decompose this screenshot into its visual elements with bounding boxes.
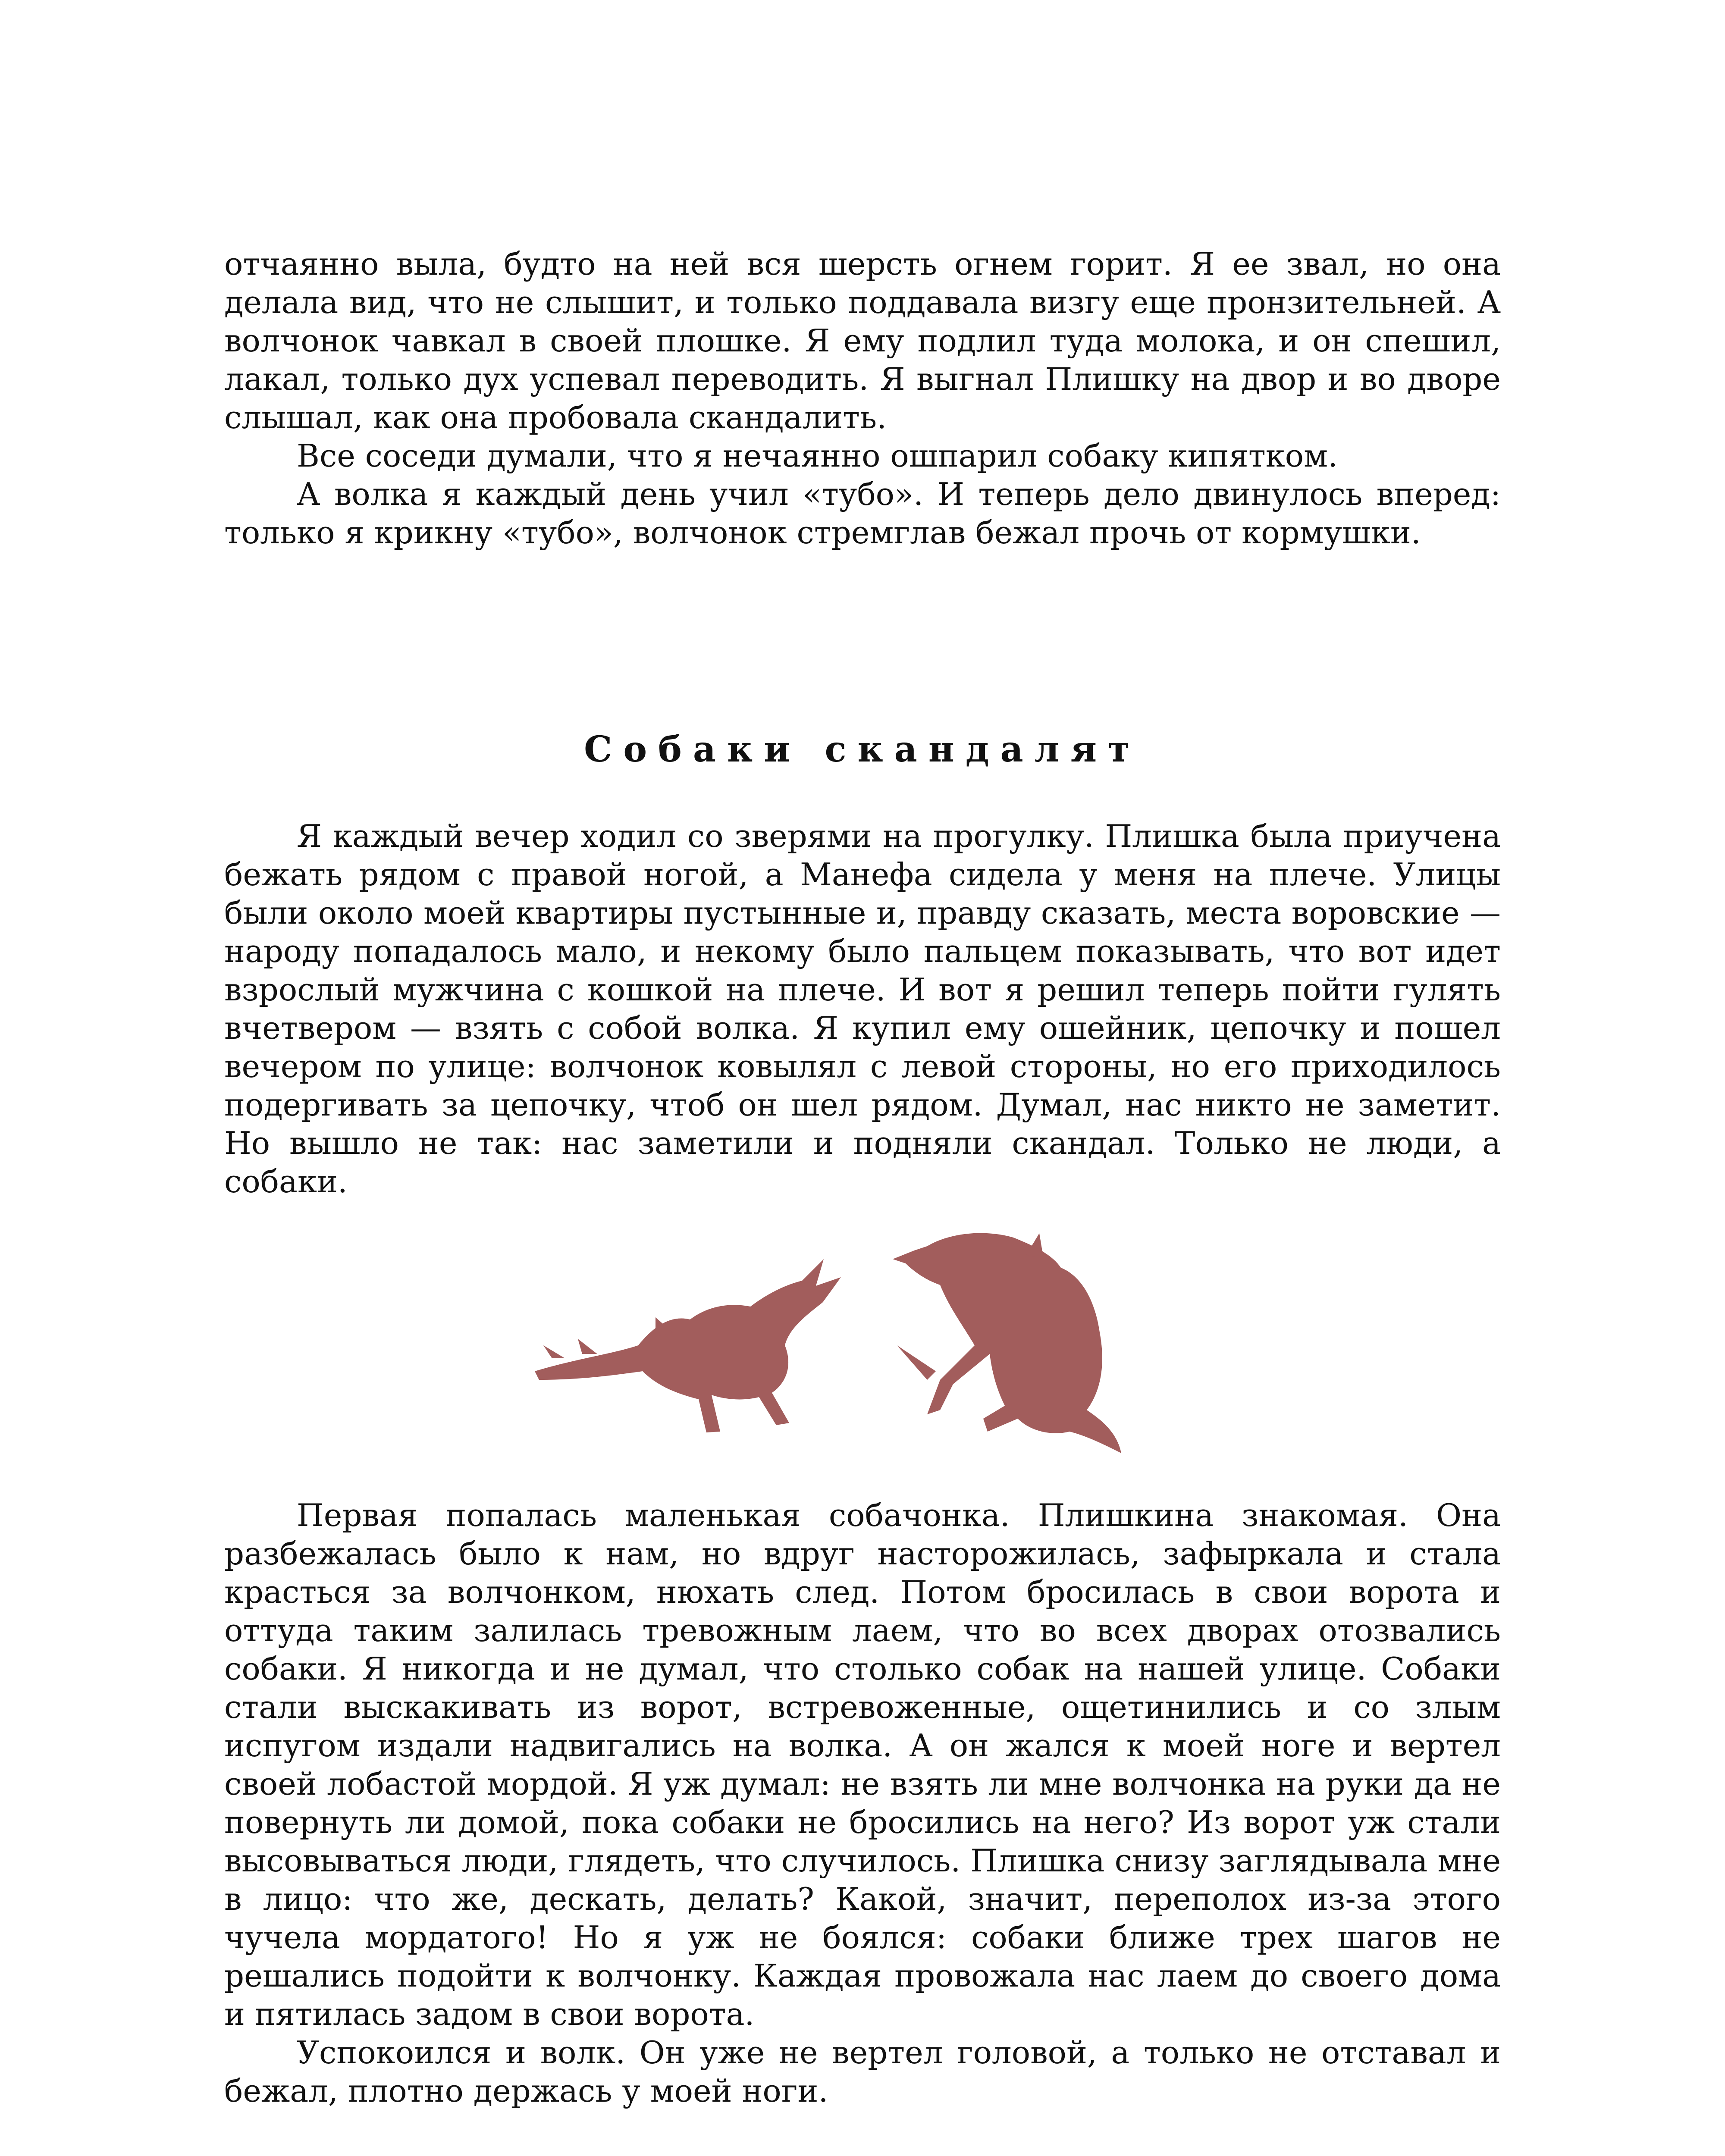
- dog-and-wolf-illustration: [526, 1229, 1216, 1470]
- small-dog-figure: [535, 1259, 841, 1432]
- paragraph: А волка я каждый день учил «тубо». И теперь дело двинулось вперед: только я крикну «тубо», волчонок стремглав бежал прочь от кормушки.: [224, 476, 1501, 551]
- wolf-figure: [893, 1233, 1121, 1453]
- text-block-top: [224, 245, 1501, 552]
- paragraph: Успокоился и волк. Он уже не вертел головой, а только не отставал и бежал, плотно держась у моей ноги.: [224, 2034, 1501, 2109]
- text-block-bottom: [224, 1496, 1501, 2110]
- text-block-middle: [224, 817, 1501, 1201]
- paragraph: Первая попалась маленькая собачонка. Плишкина знакомая. Она разбежалась было к нам, но вдруг насторожилась, зафыркала и стала красться за волчонком, нюхать след. Потом бросилась в свои ворота и оттуда таким залилась тревожным лаем, что во всех дворах отозвались собаки. Я никогда и не думал, что столько собак на нашей улице. Собаки стали выскакивать из ворот, встревоженные, ощетинились и со злым испугом издали надвигались на волка. А он жался к моей ноге и вертел своей лобастой мордой. Я уж думал: не взять ли мне волчонка на руки да не повернуть ли домой, пока собаки не бросились на него? Из ворот уж стали высовываться люди, глядеть, что случилось. Плишка снизу заглядывала мне в лицо: что же, дескать, делать? Какой, значит, переполох из-за этого чучела мордатого! Но я уж не боялся: собаки ближе трех шагов не решались подойти к волчонку. Каждая провожала нас лаем до своего дома и пятилась задом в свои ворота.: [224, 1497, 1501, 2032]
- paragraph: отчаянно выла, будто на ней вся шерсть огнем горит. Я ее звал, но она делала вид, что не слышит, и только поддавала визгу еще пронзительней. А волчонок чавкал в своей плошке. Я ему подлил туда молока, и он спешил, лакал, только дух успевал переводить. Я выгнал Плишку на двор и во дворе слышал, как она пробовала скандалить.: [224, 246, 1501, 436]
- paragraph: Все соседи думали, что я нечаянно ошпарил собаку кипятком.: [297, 438, 1338, 474]
- section-heading: Собаки скандалят: [584, 729, 1141, 770]
- paragraph: Я каждый вечер ходил со зверями на прогулку. Плишка была приучена бежать рядом с правой ногой, а Манефа сидела у меня на плече. Улицы были около моей квартиры пустынные и, правду сказать, места воровские — народу попадалось мало, и некому было пальцем показывать, что вот идет взрослый мужчина с кошкой на плече. И вот я решил теперь пойти гулять вчетвером — взять с собой волка. Я купил ему ошейник, цепочку и пошел вечером по улице: волчонок ковылял с левой стороны, но его приходилось подергивать за цепочку, чтоб он шел рядом. Думал, нас никто не заметит. Но вышло не так: нас заметили и подняли скандал. Только не люди, а собаки.: [224, 818, 1501, 1200]
